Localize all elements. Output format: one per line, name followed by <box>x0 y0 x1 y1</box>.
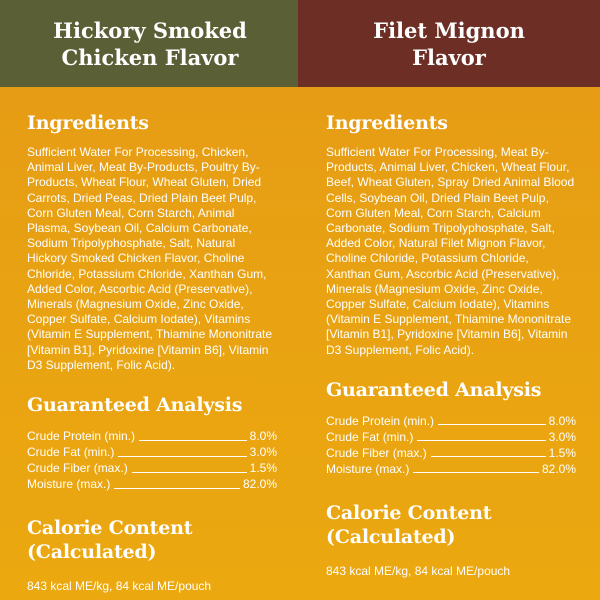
analysis-label: Crude Fat (min.) <box>27 445 115 460</box>
analysis-value: 3.0% <box>249 445 277 460</box>
guaranteed-analysis-heading: Guaranteed Analysis <box>326 378 542 401</box>
analysis-row <box>326 461 576 477</box>
analysis-row <box>326 429 576 445</box>
flavor-title: Filet Mignon Flavor <box>373 17 525 70</box>
guaranteed-analysis-table <box>326 413 576 477</box>
dotted-leader <box>132 472 247 473</box>
flavor-title: Hickory Smoked Chicken Flavor <box>53 17 247 70</box>
analysis-label: Crude Protein (min.) <box>326 413 435 428</box>
dotted-leader <box>413 472 539 473</box>
calorie-content-text: 843 kcal ME/kg, 84 kcal ME/pouch <box>27 579 212 594</box>
analysis-row <box>27 476 277 492</box>
ingredients-text: Sufficient Water For Processing, Chicken, Animal Liver, Meat By-Products, Poultry By-Products, Wheat Flour, Wheat Gluten, Dried Carrots, Dried Peas, Dried Plain Beet Pulp, Corn Gluten Meal, Corn Starch, Animal Plasma, Soybean Oil, Calcium Carbonate, Sodium Tripolyphosphate, Salt, Natural Hickory Smoked Chicken Flavor, Choline Chloride, Potassium Chloride, Xanthan Gum, Added Color, Ascorbic Acid (Preservative), Minerals (Magnesium Oxide, Zinc Oxide, Copper Sulfate, Calcium Iodate), Vitamins (Vitamin E Supplement, Thiamine Mononitrate [Vitamin B1], Pyridoxine [Vitamin B6], Vitamin D3 Supplement, Folic Acid). <box>27 145 273 372</box>
dotted-leader <box>431 456 546 457</box>
ingredients-heading: Ingredients <box>326 112 448 134</box>
analysis-value: 1.5% <box>548 445 576 460</box>
dotted-leader <box>114 488 240 489</box>
calorie-content-text: 843 kcal ME/kg, 84 kcal ME/pouch <box>326 563 511 578</box>
analysis-row <box>27 460 277 476</box>
analysis-row <box>326 445 576 461</box>
dotted-leader <box>139 440 247 441</box>
guaranteed-analysis-heading: Guaranteed Analysis <box>27 394 243 417</box>
column-filet-mignon <box>298 0 600 600</box>
guaranteed-analysis-table <box>27 428 277 492</box>
analysis-label: Crude Fiber (max.) <box>326 445 427 460</box>
analysis-label: Moisture (max.) <box>27 477 111 492</box>
analysis-value: 8.0% <box>548 413 576 428</box>
analysis-value: 3.0% <box>548 429 576 444</box>
ingredients-text: Sufficient Water For Processing, Meat By-Products, Animal Liver, Chicken, Wheat Flour, Beef, Wheat Gluten, Spray Dried Animal Blood Cells, Soybean Oil, Dried Plain Beet Pulp, Corn Gluten Meal, Corn Starch, Calcium Carbonate, Sodium Tripolyphosphate, Salt, Added Color, Natural Filet Mignon Flavor, Choline Chloride, Potassium Chloride, Xanthan Gum, Ascorbic Acid (Preservative), Minerals (Magnesium Oxide, Zinc Oxide, Copper Sulfate, Calcium Iodate), Vitamins (Vitamin E Supplement, Thiamine Mononitrate [Vitamin B1], Pyridoxine [Vitamin B6], Vitamin D3 Supplement, Folic Acid). <box>326 145 575 357</box>
analysis-label: Crude Fiber (max.) <box>27 461 128 476</box>
dotted-leader <box>438 424 546 425</box>
analysis-label: Moisture (max.) <box>326 461 410 476</box>
analysis-value: 8.0% <box>249 429 277 444</box>
calorie-content-heading: Calorie Content (Calculated) <box>27 517 193 564</box>
analysis-row <box>27 428 277 444</box>
analysis-value: 1.5% <box>249 461 277 476</box>
dotted-leader <box>118 456 246 457</box>
analysis-label: Crude Protein (min.) <box>27 429 136 444</box>
dotted-leader <box>417 440 545 441</box>
analysis-value: 82.0% <box>541 461 576 476</box>
analysis-row <box>27 444 277 460</box>
analysis-label: Crude Fat (min.) <box>326 429 414 444</box>
calorie-content-heading: Calorie Content (Calculated) <box>326 501 492 548</box>
flavor-header <box>298 0 600 87</box>
flavor-header <box>0 0 300 87</box>
analysis-row <box>326 413 576 429</box>
analysis-value: 82.0% <box>242 477 277 492</box>
ingredients-heading: Ingredients <box>27 112 149 134</box>
